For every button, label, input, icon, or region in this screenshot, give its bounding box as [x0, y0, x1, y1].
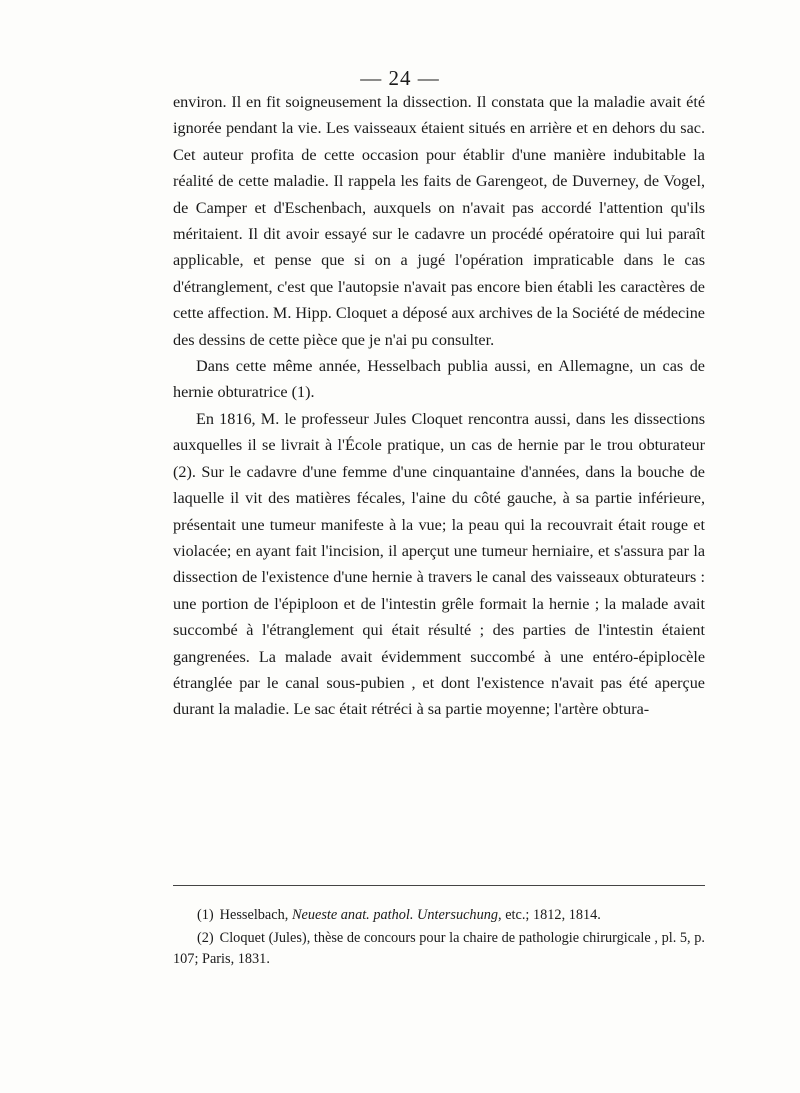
- body-text: [173, 89, 705, 723]
- footnote-separator: [173, 885, 705, 886]
- footnote-text: etc.; 1812, 1814.: [505, 907, 601, 923]
- footnote-text: Hesselbach,: [219, 907, 289, 923]
- paragraph: environ. Il en fit soigneusement la dissection. Il constata que la maladie avait été ignorée pendant la vie. Les vaisseaux étaient situés en arrière et en dehors du sac. Cet auteur profita de cette occasion pour établir d'une manière indubitable la réalité de cette maladie. Il rappela les faits de Garengeot, de Duverney, de Vogel, de Camper et d'Eschenbach, auxquels on n'avait pas accordé l'attention qu'ils méritaient. Il dit avoir essayé sur le cadavre un procédé opératoire qui lui paraît applicable, et pense que si on a jugé l'opération impraticable dans le cas d'étranglement, c'est que l'autopsie n'avait pas encore bien établi les caractères de cette affection. M. Hipp. Cloquet a déposé aux archives de la Société de médecine des dessins de cette pièce que je n'ai pu consulter.: [173, 93, 705, 349]
- footnotes: [173, 905, 705, 972]
- footnote: [173, 905, 705, 926]
- footnote-marker: (2): [197, 930, 214, 946]
- footnote: [173, 928, 705, 970]
- page-number: — 24 —: [360, 66, 440, 90]
- footnote-marker: (1): [197, 907, 214, 923]
- paragraph: Dans cette même année, Hesselbach publia aussi, en Allemagne, un cas de hernie obturatrice (1).: [173, 357, 705, 402]
- footnote-italic-title: Neueste anat. pathol. Untersuchung,: [291, 907, 502, 923]
- paragraph: En 1816, M. le professeur Jules Cloquet rencontra aussi, dans les dissections auxquelles il se livrait à l'École pratique, un cas de hernie par le trou obturateur (2). Sur le cadavre d'une femme d'une cinquantaine d'années, dans la bouche de laquelle il vit des matières fécales, l'aine du côté gauche, à sa partie inférieure, présentait une tumeur manifeste à la vue; la peau qui la recouvrait était rouge et violacée; en ayant fait l'incision, il aperçut une tumeur herniaire, et s'assura par la dissection de l'existence d'une hernie à travers le canal des vaisseaux obturateurs : une portion de l'épiploon et de l'intestin grêle formait la hernie ; la malade avait succombé à l'étranglement qui était résulté ; des parties de l'intestin étaient gangrenées. La malade avait évidemment succombé à une entéro-épiplocèle étranglée par le canal sous-pubien , et dont l'existence n'avait pas été aperçue durant la maladie. Le sac était rétréci à sa partie moyenne; l'artère obtura-: [173, 409, 705, 719]
- footnote-text: Cloquet (Jules), thèse de concours pour la chaire de pathologie chirurgicale , pl. 5, p. 107; Paris, 1831.: [173, 930, 705, 967]
